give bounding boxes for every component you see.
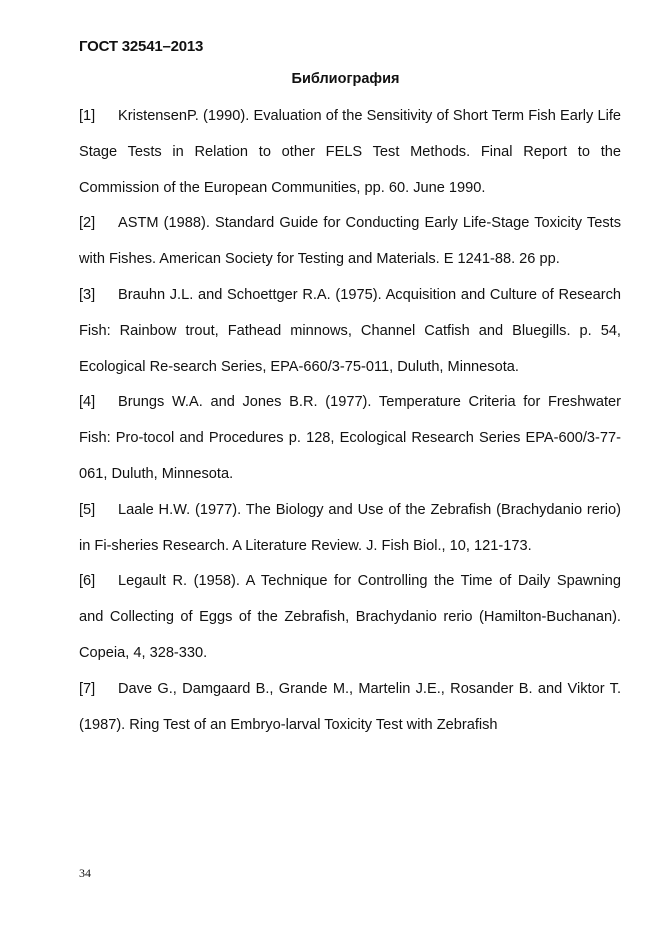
- reference-text: KristensenP. (1990). Evaluation of the Sensitivity of Short Term Fish Early Life Stage Tests in Relation to other FELS Test Methods. Final Report to the Commission of the European Communities, pp. 60. June 1990.: [79, 108, 621, 196]
- reference-text: Brauhn J.L. and Schoettger R.A. (1975). Acquisition and Culture of Research Fish: Rainbow trout, Fathead minnows, Channel Catfish and Bluegills. p. 54, Ecological Re-search Series, EPA-660/3-75-011, Duluth, Minnesota.: [79, 286, 621, 375]
- reference-number: [5]: [79, 501, 96, 518]
- reference-item-3: [79, 278, 621, 385]
- reference-item-7: [79, 672, 621, 744]
- reference-number: [2]: [79, 215, 96, 232]
- reference-text: Brungs W.A. and Jones B.R. (1977). Temperature Criteria for Freshwater Fish: Pro-tocol and Procedures p. 128, Ecological Research Series EPA-600/3-77-061, Duluth, Minnesota.: [79, 394, 621, 482]
- reference-item-6: [79, 564, 621, 671]
- page-number: 34: [79, 866, 91, 880]
- reference-number: [4]: [79, 394, 96, 411]
- document-header: ГОСТ 32541–2013: [79, 38, 204, 55]
- reference-item-1: [79, 99, 621, 206]
- reference-list: [79, 99, 621, 743]
- reference-number: [6]: [79, 573, 96, 590]
- page-title: Библиография: [291, 71, 400, 87]
- reference-item-2: [79, 206, 621, 278]
- reference-number: [7]: [79, 680, 96, 697]
- reference-number: [1]: [79, 108, 96, 124]
- reference-number: [3]: [79, 286, 96, 303]
- reference-text: Dave G., Damgaard B., Grande M., Martelin J.E., Rosander B. and Viktor T. (1987). Ring Test of an Embryo-larval Toxicity Test with Zebrafish: [79, 680, 621, 733]
- reference-item-4: [79, 385, 621, 492]
- reference-item-5: [79, 493, 621, 565]
- reference-text: Laale H.W. (1977). The Biology and Use of the Zebrafish (Brachydanio rerio) in Fi-sheries Research. A Literature Review. J. Fish Biol., 10, 121-173.: [79, 501, 621, 554]
- reference-text: Legault R. (1958). A Technique for Controlling the Time of Daily Spawning and Collecting of Eggs of the Zebrafish, Brachydanio rerio (Hamilton-Buchanan). Copeia, 4, 328-330.: [79, 573, 621, 661]
- reference-text: ASTM (1988). Standard Guide for Conducting Early Life-Stage Toxicity Tests with Fishes. American Society for Testing and Materials. E 1241-88. 26 pp.: [79, 215, 621, 268]
